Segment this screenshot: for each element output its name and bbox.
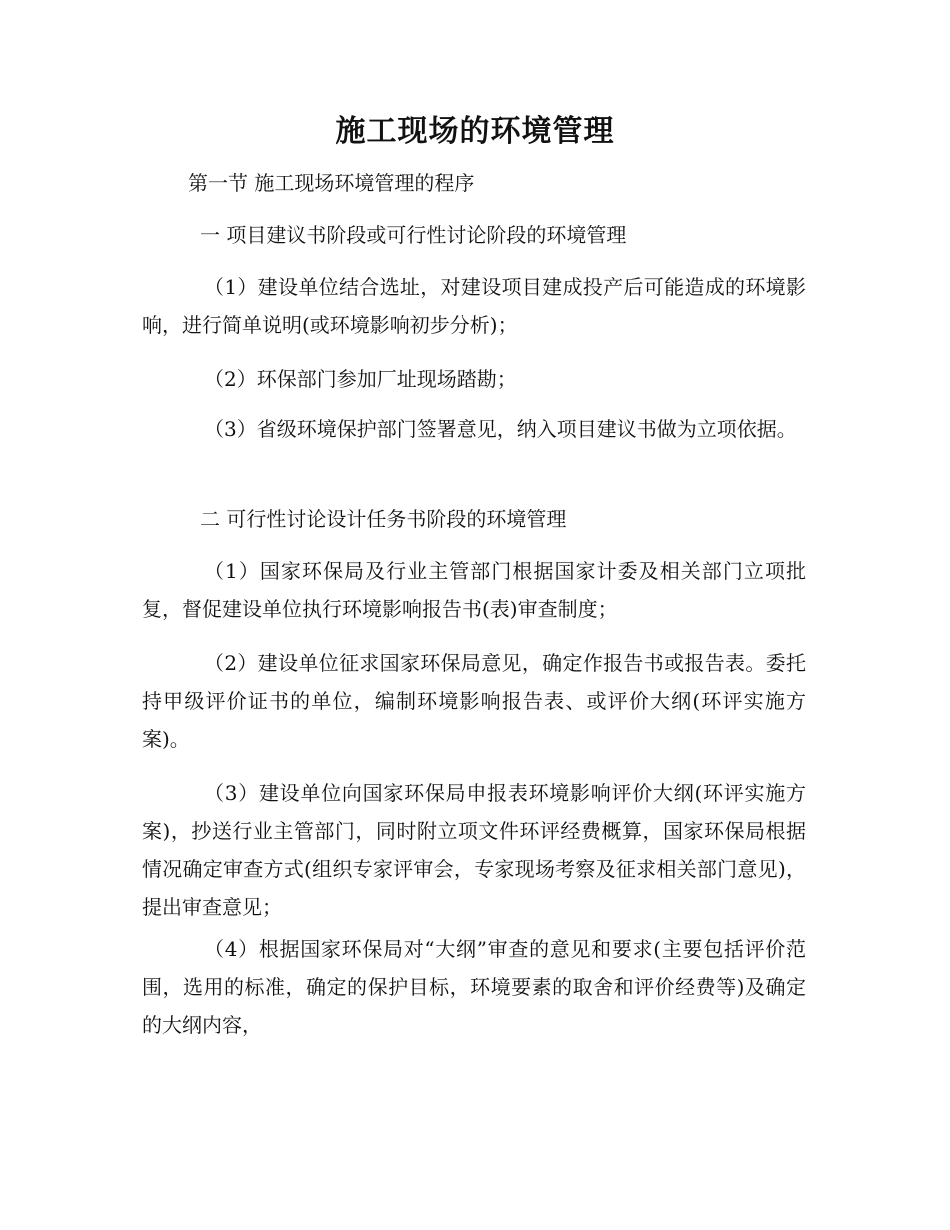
section-heading: 第一节 施工现场环境管理的程序 [188,171,475,195]
part2-item-1: （1）国家环保局及行业主管部门根据国家计委及相关部门立项批复，督促建设单位执行环境影响报告书(表)审查制度； [142,559,806,621]
part2-item-2: （2）建设单位征求国家环保局意见，确定作报告书或报告表。委托持甲级评价证书的单位，编制环境影响报告表、或评价大纲(环评实施方案)。 [142,651,806,751]
part2-heading: 二 可行性讨论设计任务书阶段的环境管理 [200,507,567,531]
part1-item-1: （1）建设单位结合选址，对建设项目建成投产后可能造成的环境影响，进行简单说明(或环境影响初步分析)； [142,275,806,337]
part2-item-4: （4）根据国家环保局对“大纲”审查的意见和要求(主要包括评价范围，选用的标准，确定的保护目标，环境要素的取舍和评价经费等)及确定的大纲内容， [142,937,806,1037]
part1-item-3: （3）省级环境保护部门签署意见，纳入项目建议书做为立项依据。 [204,417,797,441]
part1-heading: 一 项目建议书阶段或可行性讨论阶段的环境管理 [200,223,627,247]
part2-item-3: （3）建设单位向国家环保局申报表环境影响评价大纲(环评实施方案)，抄送行业主管部门，同时附立项文件环评经费概算，国家环保局根据情况确定审查方式(组织专家评审会，专家现场考察及征求相关部门意见)，提出审查意见； [142,781,806,919]
document-title: 施工现场的环境管理 [335,114,615,149]
part1-item-2: （2）环保部门参加厂址现场踏勘； [204,367,517,391]
